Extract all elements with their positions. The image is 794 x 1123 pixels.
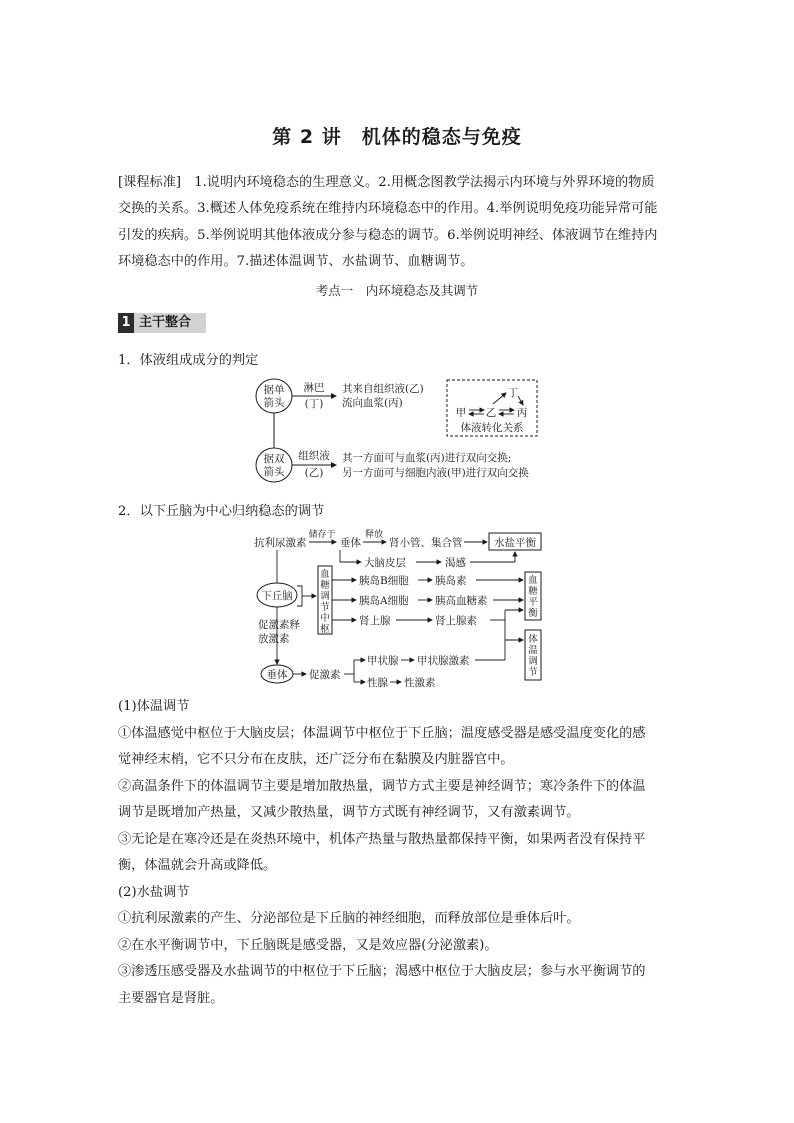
adrenaline-label: 肾上腺素 xyxy=(435,615,477,627)
cortex-label: 大脑皮层 xyxy=(364,557,406,569)
box-bing: 丙 xyxy=(516,407,528,419)
node-single-line1: 据单 xyxy=(263,384,285,396)
lymph-text-2: 流向血浆(丙) xyxy=(342,397,403,409)
water-balance-label: 水盐平衡 xyxy=(494,537,536,549)
standard-line: 环境稳态中的作用。7.描述体温调节、水盐调节、血糖调节。 xyxy=(118,253,474,269)
body-line: 觉神经末梢，它不只分布在皮肤，还广泛分布在黏膜及内脏器官中。 xyxy=(118,752,514,767)
adrenal-label: 肾上腺 xyxy=(359,615,391,627)
thyroxine-label: 甲状腺激素 xyxy=(417,655,470,667)
alpha-cell-label: 胰岛A细胞 xyxy=(359,595,409,607)
thyroid-label: 甲状腺 xyxy=(367,655,399,667)
node-double-line2: 箭头 xyxy=(263,466,285,478)
body-line: ①体温感觉中枢位于大脑皮层；体温调节中枢位于下丘脑；温度感受器是感受温度变化的感 xyxy=(118,725,646,741)
body-line: ③无论是在寒冷还是在炎热环境中，机体产热量与散热量都保持平衡，如果两者没有保持平 xyxy=(118,831,646,847)
tissue-text-1: 其一方面可与血浆(丙)进行双向交换; xyxy=(342,452,512,464)
standard-line: [课程标准] 1.说明内环境稳态的生理意义。2.用概念图教学法揭示内环境与外界环境的物质 xyxy=(118,175,655,190)
body-line: 主要器官是肾脏。 xyxy=(118,990,224,1006)
glucagon-label: 胰高血糖素 xyxy=(435,595,488,607)
body-line: ②高温条件下的体温调节主要是增加散热量，调节方式主要是神经调节；寒冷条件下的体温 xyxy=(118,778,646,794)
temp-reg-label: 体温调节 xyxy=(528,634,538,678)
insulin-label: 胰岛素 xyxy=(435,575,467,587)
lymph-label: 淋巴 xyxy=(303,382,325,394)
kaodian-heading: 考点一 内环境稳态及其调节 xyxy=(315,283,479,298)
sex-hormone-label: 性激素 xyxy=(404,677,436,689)
beta-cell-label: 胰岛B细胞 xyxy=(359,575,409,587)
glucose-center-label: 血糖调节中枢 xyxy=(320,569,330,635)
adh-label: 抗利尿激素 xyxy=(254,537,307,549)
standard-line: 交换的关系。3.概述人体免疫系统在维持内环境稳态中的作用。4.举例说明免疫功能异常可能 xyxy=(118,201,658,217)
body-line: (1)体温调节 xyxy=(118,699,190,714)
box-ding: 丁 xyxy=(507,387,519,399)
body-text xyxy=(118,694,680,1012)
heading-body-fluid: 1．体液组成成分的判定 xyxy=(118,353,259,368)
releasing-hormone-2: 放激素 xyxy=(258,633,290,645)
box-yi: 乙 xyxy=(485,407,497,419)
section-number: 1 xyxy=(118,313,134,333)
node-single-line2: 箭头 xyxy=(263,397,285,409)
page-title: 第 2 讲 机体的稳态与免疫 xyxy=(272,126,522,148)
body-line: 调节是既增加产热量，又减少散热量，调节方式既有神经调节，又有激素调节。 xyxy=(118,805,580,820)
hypothalamus-label: 下丘脑 xyxy=(261,590,293,602)
lymph-label-ding: (丁) xyxy=(304,398,324,410)
body-line: ①抗利尿激素的产生、分泌部位是下丘脑的神经细胞，而释放部位是垂体后叶。 xyxy=(118,911,580,926)
tissue-text-2: 另一方面可与细胞内液(甲)进行双向交换 xyxy=(342,467,529,479)
pituitary-label: 垂体 xyxy=(266,669,288,681)
box-jia: 甲 xyxy=(455,407,467,419)
pituitary-posterior: 垂体 xyxy=(340,537,361,549)
box-caption: 体液转化关系 xyxy=(460,422,524,434)
lymph-text-1: 其来自组织液(乙) xyxy=(342,383,424,395)
glucose-balance-label: 血糖平衡 xyxy=(528,575,538,619)
section-label: 主干整合 xyxy=(139,315,192,330)
body-line: ②在水平衡调节中，下丘脑既是感受器，又是效应器(分泌激素)。 xyxy=(118,937,498,953)
standard-line: 引发的疾病。5.举例说明其他体液成分参与稳态的调节。6.举例说明神经、体液调节在维持内 xyxy=(118,227,658,243)
heading-hypothalamus: 2．以下丘脑为中心归纳稳态的调节 xyxy=(118,504,325,519)
node-double-line1: 据双 xyxy=(263,453,285,465)
tropic-label: 促激素 xyxy=(309,669,341,681)
releasing-hormone-1: 促激素释 xyxy=(258,619,300,631)
body-line: (2)水盐调节 xyxy=(118,884,190,900)
kidney-label: 肾小管、集合管 xyxy=(389,537,463,549)
tissue-fluid-label-yi: (乙) xyxy=(304,467,324,479)
tissue-fluid-label: 组织液 xyxy=(298,450,330,462)
body-line: ③渗透压感受器及水盐调节的中枢位于下丘脑；渴感中枢位于大脑皮层；参与水平衡调节的 xyxy=(118,964,646,979)
gonad-label: 性腺 xyxy=(367,677,388,689)
store-label: 储存于 xyxy=(308,530,336,540)
thirst-label: 渴感 xyxy=(445,557,466,569)
body-line: 衡，体温就会升高或降低。 xyxy=(118,858,277,873)
release-label: 释放 xyxy=(364,530,384,540)
